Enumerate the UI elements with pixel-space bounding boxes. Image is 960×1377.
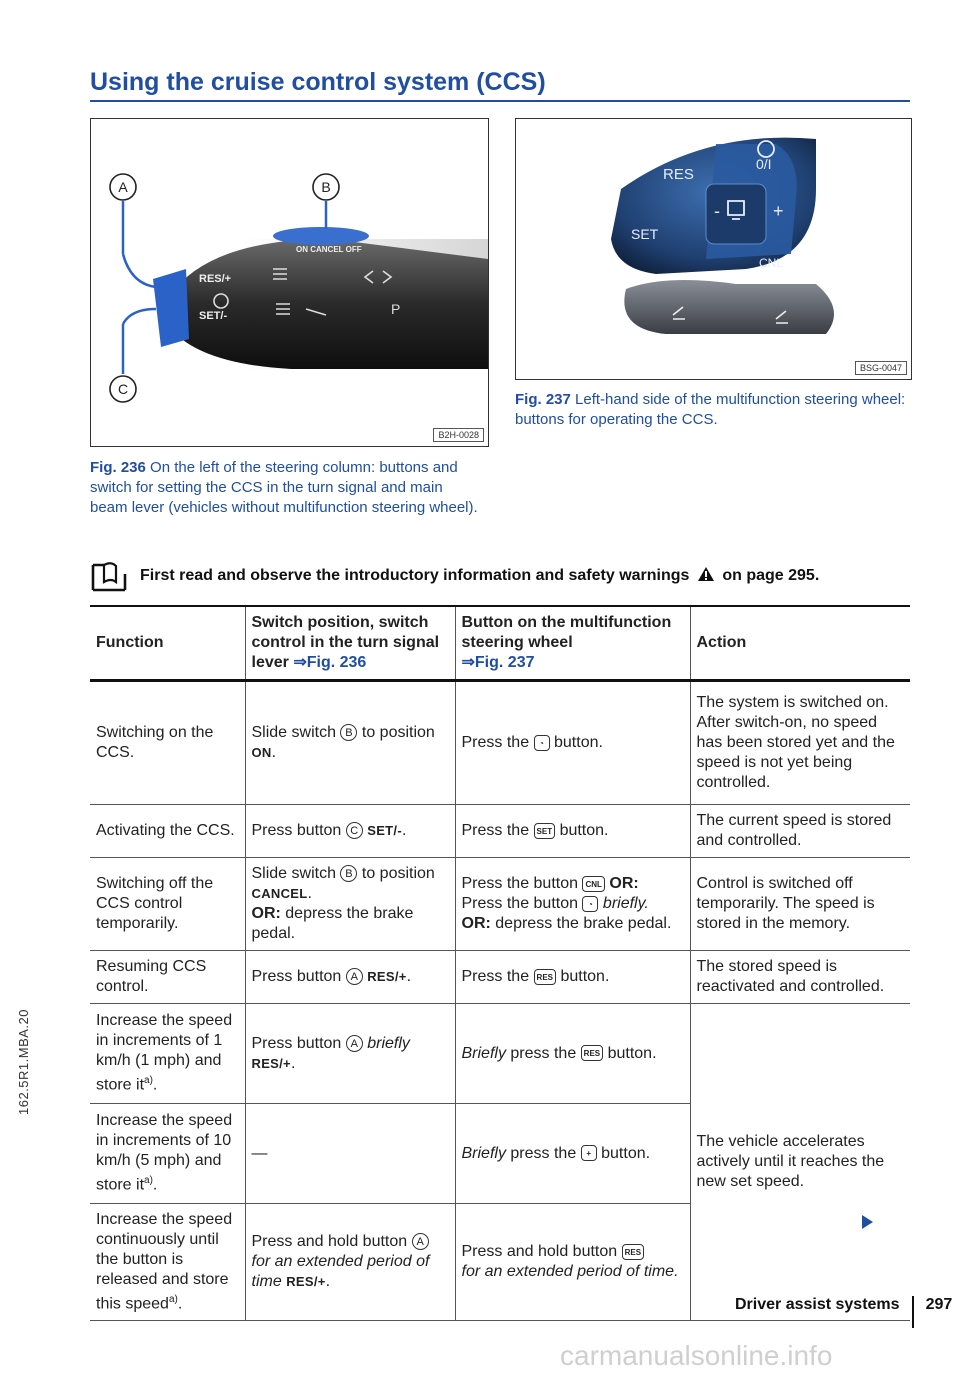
- callout-b-icon: [313, 174, 339, 200]
- notice: [90, 560, 910, 600]
- b-icon: B: [340, 724, 357, 741]
- cnl-key-icon: CNL: [582, 876, 604, 892]
- callout-c-icon: [110, 376, 136, 402]
- lever-label-on-cancel-off: ON CANCEL OFF: [296, 245, 362, 254]
- cell-button: Press the ◔ button.: [455, 681, 690, 805]
- figure-237-caption: [515, 390, 910, 430]
- lever-label-set: SET/-: [199, 310, 228, 322]
- side-document-code: 162.5R1.MBA.20: [16, 1008, 31, 1115]
- header-function: Function: [90, 606, 245, 681]
- figure-236-caption: [90, 458, 480, 518]
- cruise-control-icon: ◔: [534, 735, 550, 751]
- wheel-label-res: RES: [663, 166, 694, 183]
- cell-switch: Slide switch B to position CANCEL. OR: depress the brake pedal.: [245, 858, 455, 951]
- header-switch: Switch position, switch control in the turn signal lever ⇒Fig. 236: [245, 606, 455, 681]
- cell-switch: Slide switch B to position ON.: [245, 681, 455, 805]
- a-icon: A: [412, 1233, 429, 1250]
- function-table: [90, 605, 910, 1321]
- page-footer: [735, 1296, 952, 1328]
- res-key-icon: RES: [534, 969, 556, 985]
- caption-number: Fig. 236: [90, 459, 146, 476]
- table-row: [90, 1004, 910, 1104]
- set-key-icon: SET: [534, 823, 556, 839]
- cell-switch: Press and hold button A for an extended period of time RES/+.: [245, 1204, 455, 1321]
- book-icon: [90, 560, 128, 594]
- figure-236: [90, 118, 489, 447]
- plus-key-icon: +: [581, 1145, 597, 1161]
- cell-action: The current speed is stored and controlled.: [690, 805, 910, 858]
- cell-action: The vehicle accelerates actively until it reaches the new set speed.: [690, 1004, 910, 1321]
- lever-illustration: [91, 119, 488, 446]
- notice-page-ref: on page 295.: [722, 567, 820, 584]
- cell-button: Press the RES button.: [455, 951, 690, 1004]
- res-key-icon: RES: [622, 1244, 644, 1260]
- svg-text:B: B: [321, 179, 331, 195]
- cell-function: Switching on the CCS.: [90, 681, 245, 805]
- notice-text: First read and observe the introductory information and safety warnings: [140, 567, 690, 584]
- header-action: Action: [690, 606, 910, 681]
- table-row: [90, 805, 910, 858]
- wheel-label-onoff: 0/I: [756, 156, 772, 172]
- page-title: Using the cruise control system (CCS): [90, 68, 546, 96]
- cell-function: Increase the speed continuously until the button is released and store this speed$^{a)}$.: [90, 1204, 245, 1321]
- warning-icon: [697, 566, 715, 582]
- cell-switch: Press button C SET/-.: [245, 805, 455, 858]
- figure-237: [515, 118, 912, 380]
- wheel-label-set: SET: [631, 226, 659, 242]
- cell-button: Press the button CNL OR: Press the button ◔ briefly. OR: depress the brake pedal.: [455, 858, 690, 951]
- lever-label-res: RES/+: [199, 273, 232, 285]
- a-icon: A: [346, 968, 363, 985]
- table-row: [90, 681, 910, 805]
- wheel-label-cnl: CNL: [759, 256, 784, 270]
- figure-code: B2H-0028: [433, 428, 484, 442]
- cell-action: The stored speed is reactivated and controlled.: [690, 951, 910, 1004]
- cell-function: Increase the speed in increments of 10 km/h (5 mph) and store $it^{a)}$.: [90, 1104, 245, 1204]
- b-icon: B: [340, 865, 357, 882]
- caption-text: Left-hand side of the multifunction steering wheel: buttons for operating the CCS.: [515, 391, 906, 428]
- lever-label-p: P: [391, 301, 401, 317]
- callout-a-icon: [110, 174, 136, 200]
- c-icon: C: [346, 822, 363, 839]
- cell-button: Briefly press the + button.: [455, 1104, 690, 1204]
- page-number: 297: [925, 1296, 953, 1313]
- cell-function: Activating the CCS.: [90, 805, 245, 858]
- table-header-row: [90, 606, 910, 681]
- cell-button: Press the SET button.: [455, 805, 690, 858]
- cruise-control-icon: ◔: [582, 896, 598, 912]
- table-row: [90, 951, 910, 1004]
- cell-action: Control is switched off temporarily. The speed is stored in the memory.: [690, 858, 910, 951]
- caption-text: On the left of the steering column: buttons and switch for setting the CCS in the turn signal and main beam lever (vehicles without multifunction steering wheel).: [90, 459, 478, 516]
- res-key-icon: RES: [581, 1045, 603, 1061]
- cell-button: Briefly press the RES button.: [455, 1004, 690, 1104]
- cell-function: Increase the speed in increments of 1 km/h (1 mph) and store $it^{a)}$.: [90, 1004, 245, 1104]
- table-row: [90, 858, 910, 951]
- cell-function: Resuming CCS control.: [90, 951, 245, 1004]
- fig-237-link[interactable]: ⇒Fig. 237: [461, 654, 535, 671]
- cell-switch: Press button A RES/+.: [245, 951, 455, 1004]
- header-button: Button on the multifunction steering wheel ⇒Fig. 237: [455, 606, 690, 681]
- figure-code: BSG-0047: [855, 361, 907, 375]
- cell-function: Switching off the CCS control temporarily.: [90, 858, 245, 951]
- watermark: carmanualsonline.info: [560, 1340, 833, 1371]
- wheel-label-minus: -: [714, 201, 720, 221]
- cell-button: Press and hold button RES for an extended period of time.: [455, 1204, 690, 1321]
- title-rule: [90, 100, 910, 102]
- footer-section: Driver assist systems: [735, 1296, 900, 1313]
- a-icon: A: [346, 1035, 363, 1052]
- cell-switch: —: [245, 1104, 455, 1204]
- fig-236-link[interactable]: ⇒Fig. 236: [293, 654, 367, 671]
- cell-action: The system is switched on. After switch-on, no speed has been stored yet and the speed is not yet being controlled.: [690, 681, 910, 805]
- caption-number: Fig. 237: [515, 391, 571, 408]
- svg-text:C: C: [117, 381, 129, 397]
- svg-text:A: A: [118, 179, 128, 195]
- continue-arrow-icon: [862, 1215, 873, 1229]
- steering-wheel-illustration: [516, 119, 911, 379]
- wheel-label-plus: +: [773, 201, 784, 221]
- cell-switch: Press button A briefly RES/+.: [245, 1004, 455, 1104]
